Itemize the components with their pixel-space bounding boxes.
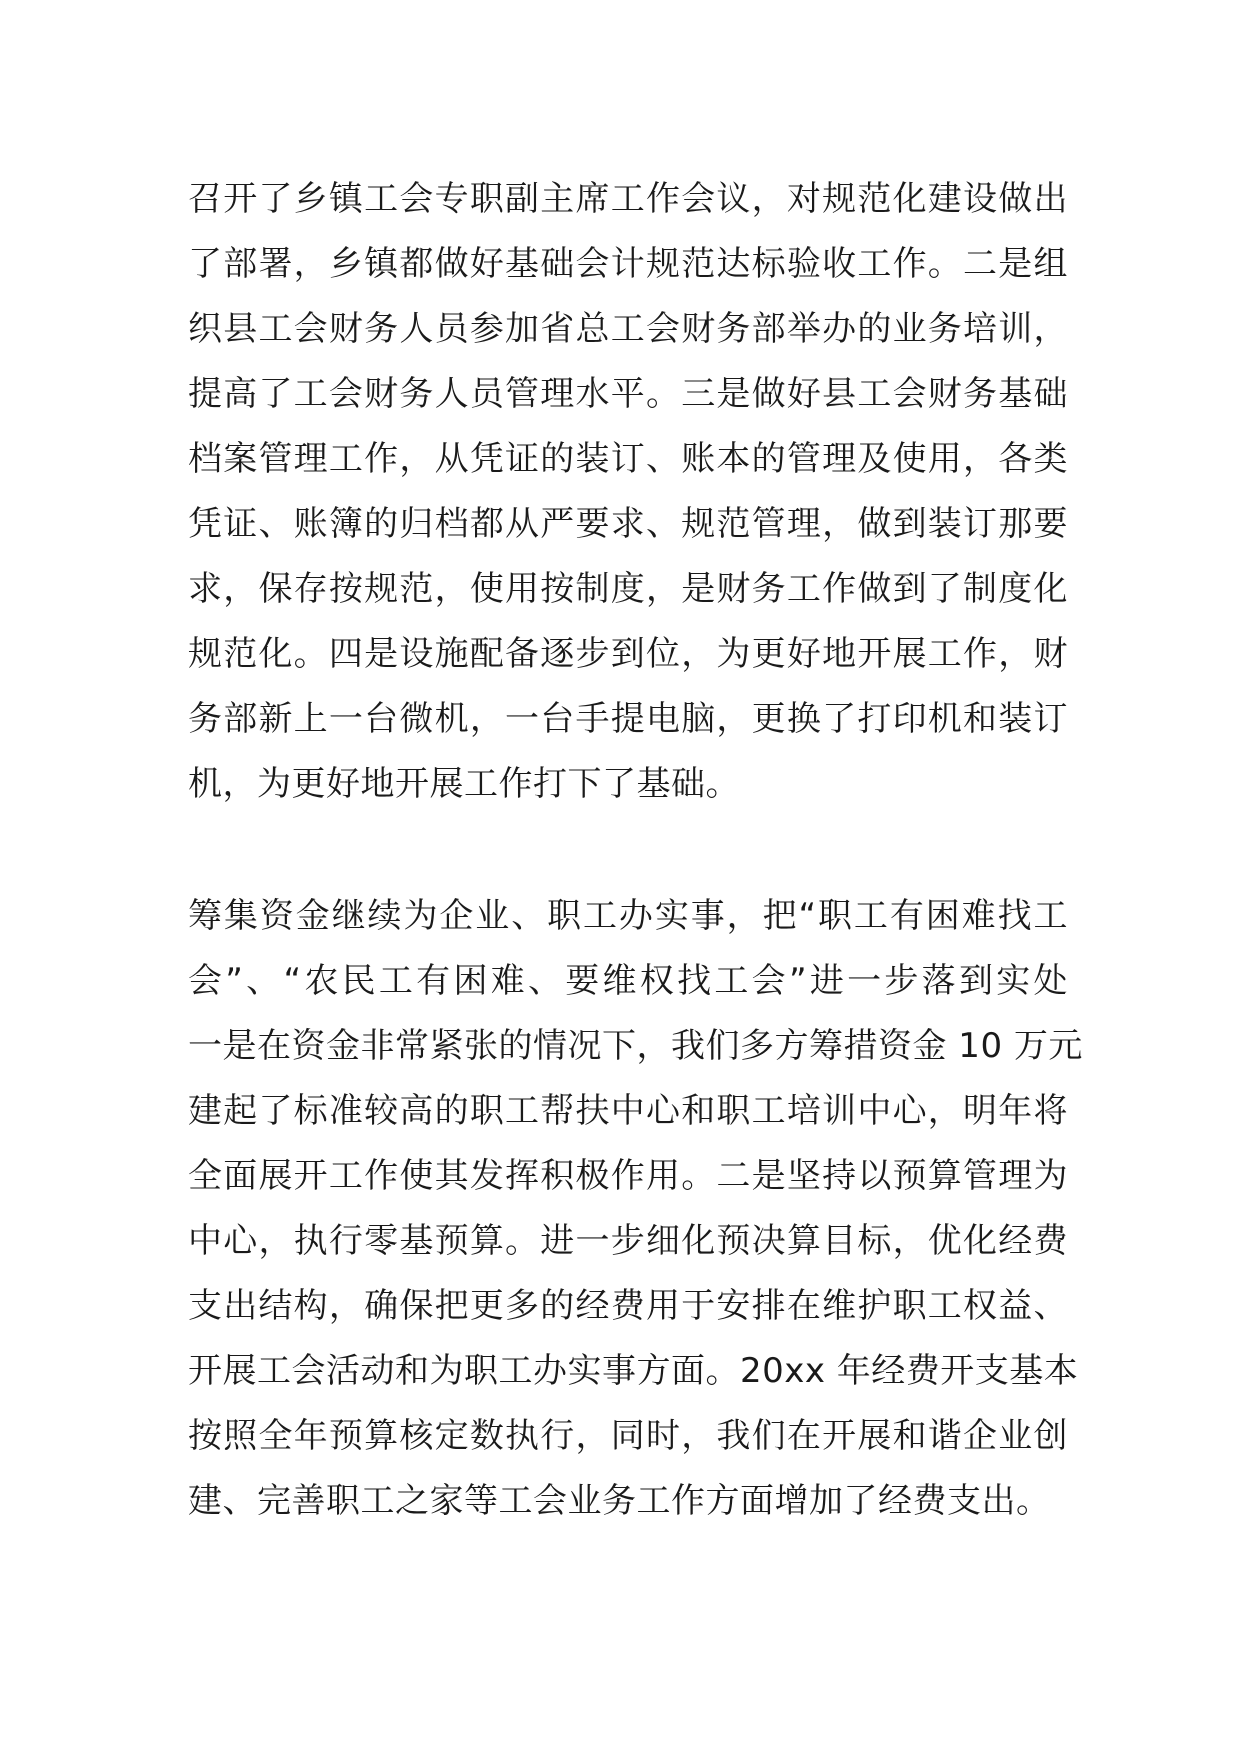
text-line: 求，保存按规范，使用按制度，是财务工作做到了制度化: [188, 569, 1068, 609]
text-line: 凭证、账簿的归档都从严要求、规范管理，做到装订那要: [188, 504, 1068, 544]
text-line: 建起了标准较高的职工帮扶中心和职工培训中心，明年将: [188, 1091, 1068, 1131]
text-line: 一是在资金非常紧张的情况下，我们多方筹措资金 10 万元: [188, 1026, 1083, 1066]
text-line: 全面展开工作使其发挥积极作用。二是坚持以预算管理为: [188, 1156, 1068, 1196]
text-line: 会”、“农民工有困难、要维权找工会”进一步落到实处: [188, 961, 1068, 1001]
text-line: 规范化。四是设施配备逐步到位，为更好地开展工作，财: [188, 634, 1068, 674]
text-line: 档案管理工作，从凭证的装订、账本的管理及使用，各类: [188, 439, 1068, 479]
text-line: 机，为更好地开展工作打下了基础。: [188, 764, 740, 804]
text-line: 了部署，乡镇都做好基础会计规范达标验收工作。二是组: [188, 244, 1068, 284]
text-line: 开展工会活动和为职工办实事方面。20xx 年经费开支基本: [188, 1351, 1079, 1391]
text-line: 召开了乡镇工会专职副主席工作会议，对规范化建设做出: [188, 179, 1068, 219]
paragraph-fund-raising: [188, 884, 1083, 1534]
text-line: 建、完善职工之家等工会业务工作方面增加了经费支出。: [188, 1481, 1051, 1521]
text-line: 按照全年预算核定数执行，同时，我们在开展和谐企业创: [188, 1416, 1068, 1456]
text-line: 支出结构，确保把更多的经费用于安排在维护职工权益、: [188, 1286, 1068, 1326]
text-line: 务部新上一台微机，一台手提电脑，更换了打印机和装订: [188, 699, 1068, 739]
text-line: 中心，执行零基预算。进一步细化预决算目标，优化经费: [188, 1221, 1068, 1261]
text-line: 织县工会财务人员参加省总工会财务部举办的业务培训，: [188, 309, 1068, 349]
text-line: 筹集资金继续为企业、职工办实事，把“职工有困难找工: [188, 896, 1068, 936]
paragraph-finance-standardization: [188, 167, 1068, 817]
text-line: 提高了工会财务人员管理水平。三是做好县工会财务基础: [188, 374, 1068, 414]
